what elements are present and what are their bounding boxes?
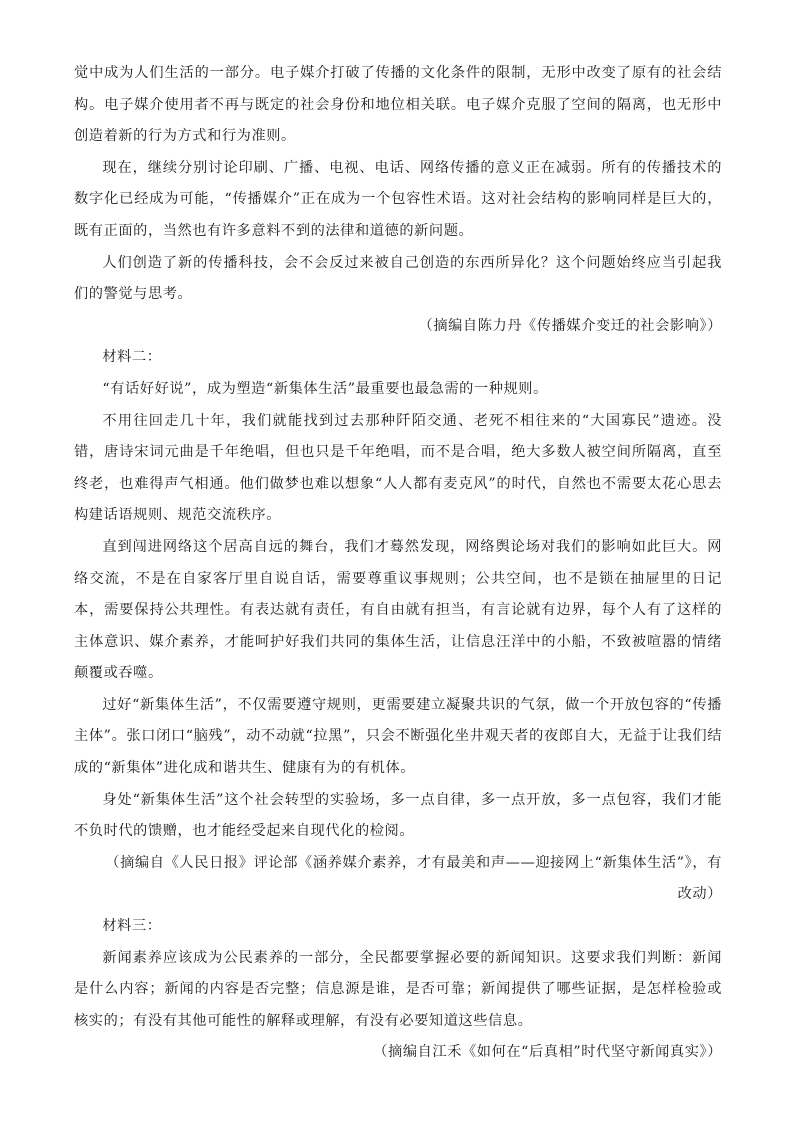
material-2-paragraph-1: “有话好好说”，成为塑造“新集体生活”最重要也最急需的一种规则。 [102,380,548,397]
paragraph-3: 人们创造了新的传播科技，会不会反过来被自己创造的东西所异化？这个问题始终应当引起我们的警觉与思考。 [74,254,722,303]
material-2-label: 材料二： [102,349,162,366]
source-citation-2: （摘编自《人民日报》评论部《涵养媒介素养，才有最美和声——迎接网上“新集体生活”》，有改动） [105,854,722,903]
source-citation-3: （摘编自江禾《如何在“后真相”时代坚守新闻真实》） [373,1044,722,1061]
paragraph-2: 现在，继续分别讨论印刷、广播、电视、电话、网络传播的意义正在减弱。所有的传播技术的数字化已经成为可能，“传播媒介”正在成为一个包容性术语。这对社会结构的影响同样是巨大的，既有正面的，当然也有许多意料不到的法律和道德的新问题。 [74,159,722,239]
material-3-paragraph-1: 新闻素养应该成为公民素养的一部分，全民都要掌握必要的新闻知识。这要求我们判断：新闻是什么内容；新闻的内容是否完整；信息源是谁，是否可靠；新闻提供了哪些证据，是怎样检验或核实的；有没有其他可能性的解释或理解，有没有必要知道这些信息。 [74,949,722,1029]
material-3-label: 材料三： [102,918,162,935]
material-2-paragraph-4: 过好“新集体生活”，不仅需要遵守规则，更需要建立凝聚共识的气氛，做一个开放包容的“传播主体”。张口闭口“脑残”，动不动就“拉黑”，只会不断强化坐井观天者的夜郎自大，无益于让我们结成的“新集体”进化成和谐共生、健康有为的有机体。 [74,696,722,777]
material-2-paragraph-3: 直到闯进网络这个居高自远的舞台，我们才蓦然发现，网络舆论场对我们的影响如此巨大。网络交流，不是在自家客厅里自说自话，需要尊重议事规则；公共空间，也不是锁在抽屉里的日记本，需要保持公共理性。有表达就有责任，有自由就有担当，有言论就有边界，每个人有了这样的主体意识、媒介素养，才能呵护好我们共同的集体生活，让信息汪洋中的小船，不致被喧嚣的情绪颠覆或吞噬。 [74,538,722,682]
document-page [74,58,722,1069]
source-citation-1: （摘编自陈力丹《传播媒介变迁的社会影响》） [418,317,722,334]
material-2-paragraph-2: 不用往回走几十年，我们就能找到过去那种阡陌交通、老死不相往来的“大国寡民”遗迹。没错，唐诗宋词元曲是千年绝唱，但也只是千年绝唱，而不是合唱，绝大多数人被空间所隔离，直至终老，也难得声气相通。他们做梦也难以想象“人人都有麦克风”的时代，自然也不需要太花心思去构建话语规则、规范交流秩序。 [74,412,722,524]
material-2-paragraph-5: 身处“新集体生活”这个社会转型的实验场，多一点自律，多一点开放，多一点包容，我们才能不负时代的馈赠，也才能经受起来自现代化的检阅。 [74,791,722,840]
paragraph-1: 觉中成为人们生活的一部分。电子媒介打破了传播的文化条件的限制，无形中改变了原有的社会结构。电子媒介使用者不再与既定的社会身份和地位相关联。电子媒介克服了空间的隔离，也无形中创造着新的行为方式和行为准则。 [74,65,722,145]
